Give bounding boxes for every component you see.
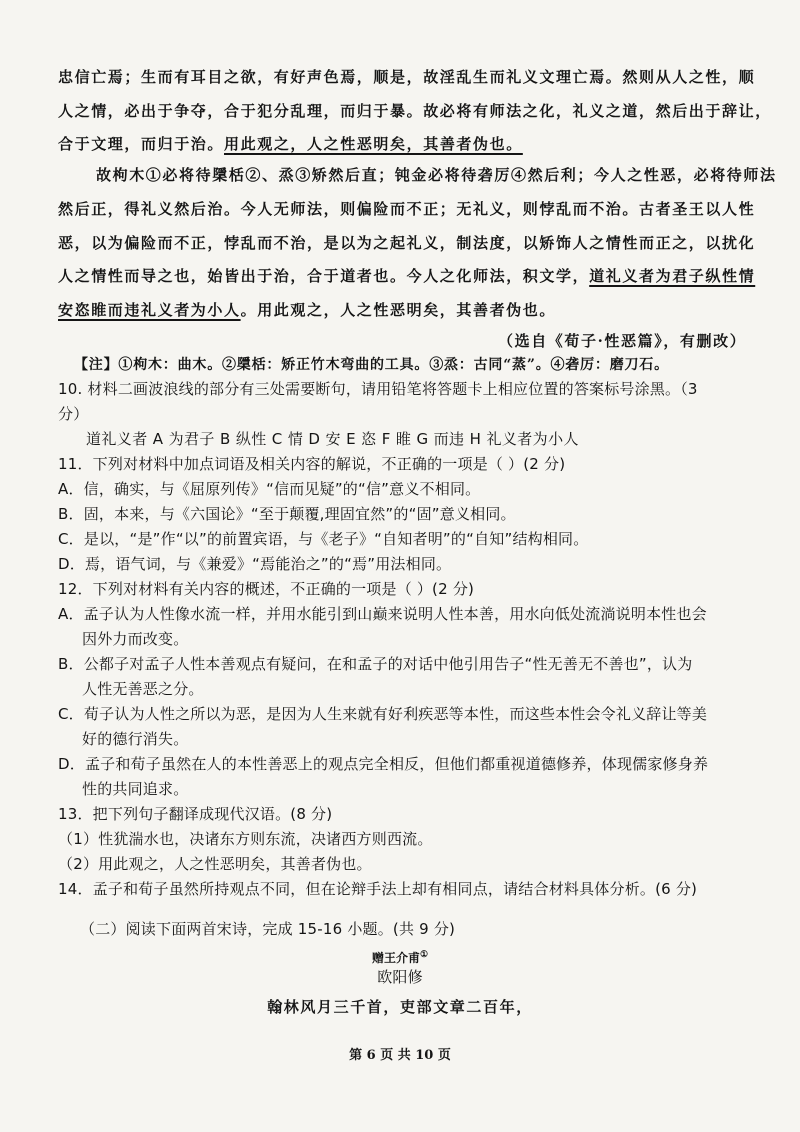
question-13-sentence-2: （2）用此观之，人之性恶明矣，其善者伪也。 — [58, 855, 372, 873]
passage-text: 人之情性而导之也，始皆出于治，合于道者也。今人之化师法，积文学， — [58, 267, 590, 285]
passage-line: 忠信亡焉；生而有耳目之欲，有好声色焉，顺是，故淫乱生而礼义文理亡焉。然则从人之性，顺 — [58, 68, 756, 86]
section-2-heading: （二）阅读下面两首宋诗，完成 15-16 小题。(共 9 分) — [80, 920, 456, 938]
poem-title-footnote-mark: ① — [419, 950, 429, 960]
question-11-option-b: B．固，本来，与《六国论》“至于颠覆,理固宜然”的“固”意义相同。 — [58, 505, 516, 523]
question-10-stem-cont: 分） — [58, 405, 89, 423]
passage-line — [58, 299, 556, 321]
passage-text: 。用此观之，人之性恶明矣，其善者伪也。 — [240, 301, 557, 319]
question-12-option-b: B．公都子对孟子人性本善观点有疑问，在和孟子的对话中他引用告子“性无善无不善也”，认为 — [58, 655, 693, 673]
question-14-stem: 14．孟子和荀子虽然所持观点不同，但在论辩手法上却有相同点，请结合材料具体分析。(6 分) — [58, 880, 698, 898]
poem-line: 翰林风月三千首，吏部文章二百年， — [267, 998, 533, 1016]
wavy-underlined-text: 安恣睢而违礼义者为小人 — [58, 301, 241, 319]
footnote: 【注】①枸木：曲木。②檃栝：矫正竹木弯曲的工具。③烝：古同“蒸”。④砻厉：磨刀石。 — [74, 357, 669, 373]
question-12-option-a-cont: 因外力而改变。 — [82, 630, 189, 648]
poem-author: 欧阳修 — [377, 968, 423, 986]
question-12-option-c: C．荀子认为人性之所以为恶，是因为人生来就有好利疾恶等本性，而这些本性会令礼义辞让等美 — [58, 705, 708, 723]
question-12-option-c-cont: 好的德行消失。 — [82, 730, 189, 748]
question-11-stem: 11．下列对材料中加点词语及相关内容的解说，不正确的一项是（ ）(2 分) — [58, 455, 566, 473]
passage-line — [58, 133, 523, 155]
wavy-underlined-text: 道礼义者为君子纵性情 — [589, 267, 756, 285]
passage-text: 合于文理，而归于治。 — [58, 135, 225, 153]
underlined-sentence: 用此观之，人之性恶明矣，其善者伪也。 — [224, 135, 523, 153]
question-12-option-d-cont: 性的共同追求。 — [82, 780, 189, 798]
passage-line: 然后正，得礼义然后治。今人无师法，则偏险而不正；无礼义，则悖乱而不治。古者圣王以人性 — [58, 200, 756, 218]
page-footer: 第 6 页 共 10 页 — [349, 1048, 451, 1063]
poem-title-text: 赠王介甫 — [371, 951, 420, 965]
source-citation: （选自《荀子·性恶篇》，有删改） — [498, 332, 747, 350]
passage-line — [58, 265, 755, 287]
question-12-option-a: A．孟子认为人性像水流一样，并用水能引到山巅来说明人性本善，用水向低处流淌说明本性也会 — [58, 605, 707, 623]
question-11-option-d: D．焉，语气词，与《兼爱》“焉能治之”的“焉”用法相同。 — [58, 555, 452, 573]
question-10-sentence: 道礼义者 A 为君子 B 纵性 C 情 D 安 E 恣 F 睢 G 而违 H 礼义者为小人 — [86, 430, 579, 448]
question-12-stem: 12．下列对材料有关内容的概述，不正确的一项是（ ）(2 分) — [58, 580, 475, 598]
question-13-sentence-1: （1）性犹湍水也，决诸东方则东流，决诸西方则西流。 — [58, 830, 433, 848]
passage-line: 恶，以为偏险而不正，悖乱而不治，是以为之起礼义，制法度，以矫饰人之情性而正之，以扰化 — [58, 234, 756, 252]
passage-line: 故枸木①必将待檃栝②、烝③矫然后直；钝金必将待砻厉④然后利；今人之性恶，必将待师法 — [96, 166, 777, 184]
question-12-option-d: D．孟子和荀子虽然在人的本性善恶上的观点完全相反，但他们都重视道德修养，体现儒家修身养 — [58, 755, 709, 773]
question-11-option-c: C．是以，“是”作“以”的前置宾语，与《老子》“自知者明”的“自知”结构相同。 — [58, 530, 589, 548]
question-12-option-b-cont: 人性无善恶之分。 — [82, 680, 204, 698]
passage-line: 人之情，必出于争夺，合于犯分乱理，而归于暴。故必将有师法之化，礼义之道，然后出于辞让， — [58, 102, 772, 120]
question-11-option-a: A．信，确实，与《屈原列传》“信而见疑”的“信”意义不相同。 — [58, 480, 481, 498]
question-13-stem: 13．把下列句子翻译成现代汉语。(8 分) — [58, 805, 333, 823]
question-10-stem: 10. 材料二画波浪线的部分有三处需要断句，请用铅笔将答题卡上相应位置的答案标号涂黑。（3 — [58, 380, 698, 398]
